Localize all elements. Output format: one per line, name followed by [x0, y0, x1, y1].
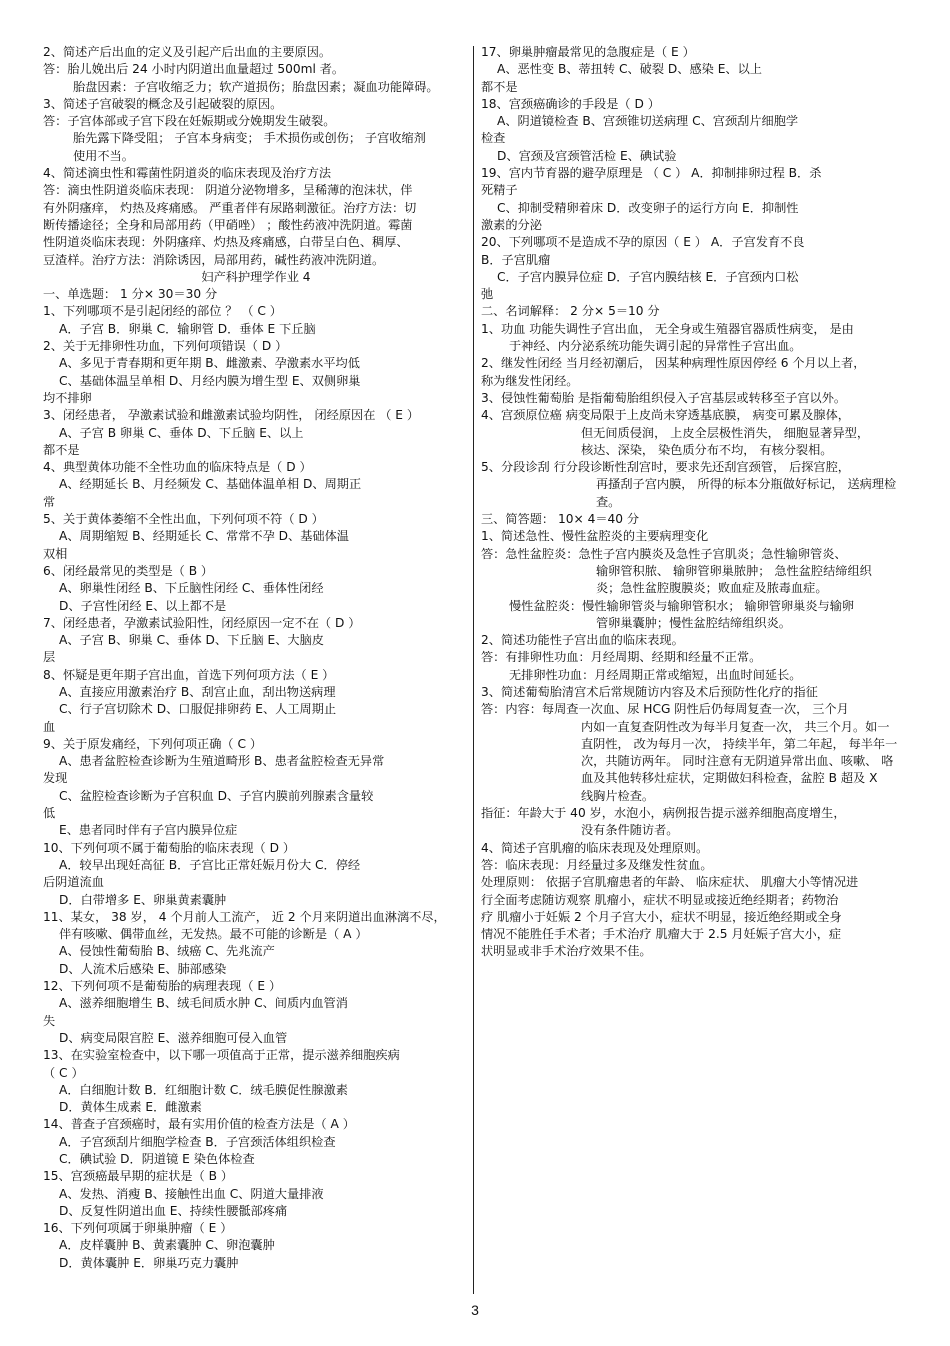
text-line: 常 [43, 494, 56, 509]
text-line: A、卵巢性闭经 B、下丘脑性闭经 C、垂体性闭经 [59, 581, 324, 596]
text-line: A、直接应用激素治疗 B、刮宫止血，刮出物送病理 [59, 684, 336, 699]
text-line: 血 [43, 719, 56, 734]
text-line: 查。 [596, 494, 621, 509]
text-line: 1、下列哪项不是引起闭经的部位 ？ （ C ） [43, 304, 282, 319]
text-line: 没有条件随访者。 [581, 823, 679, 838]
text-line: A．较早出现妊高征 B．子宫比正常妊娠月份大 C．停经 [59, 857, 361, 872]
text-line: 1、功血 功能失调性子宫出血， 无全身或生殖器官器质性病变， 是由 [481, 321, 854, 336]
text-line: D．黄体囊肿 E．卵巢巧克力囊肿 [59, 1255, 239, 1270]
text-line: 答：内容：每周查一次血、尿 HCG 阴性后仍每周复查一次， 三个月 [481, 702, 849, 717]
text-line: 发现 [43, 771, 68, 786]
text-line: 使用不当。 [73, 148, 134, 163]
text-line: 4、简述滴虫性和霉菌性阴道炎的临床表现及治疗方法 [43, 166, 332, 181]
text-line: 18、宫颈癌确诊的手段是（ D ） [481, 96, 660, 111]
text-line: A、患者盆腔检查诊断为生殖道畸形 B、患者盆腔检查无异常 [59, 754, 385, 769]
text-line: 17、卵巢肿瘤最常见的急腹症是（ E ） [481, 45, 695, 59]
text-line: C．子宫内膜异位症 D．子宫内膜结核 E．子宫颈内口松 [497, 269, 799, 284]
text-line: D、宫颈及宫颈管活检 E、碘试验 [497, 148, 677, 163]
text-line: B．子宫肌瘤 [481, 252, 551, 267]
text-line: A．子宫颈刮片细胞学检查 B．子宫颈活体组织检查 [59, 1134, 336, 1149]
text-line: 2、继发性闭经 当月经初潮后， 因某种病理性原因停经 6 个月以上者， [481, 356, 866, 371]
text-line: 管卵巢囊肿；慢性盆腔结缔组织炎。 [596, 615, 791, 630]
text-line: 胎先露下降受阻； 子宫本身病变； 手术损伤或创伤； 子宫收缩剂 [73, 131, 426, 146]
text-line: 核达、深染， 染色质分布不均， 有核分裂相。 [581, 442, 833, 457]
text-line: C、行子宫切除术 D、口服促排卵药 E、人工周期止 [59, 702, 337, 717]
text-line: 胎盘因素：子宫收缩乏力；软产道损伤；胎盘因素；凝血功能障碍。 [73, 79, 439, 94]
right-column [481, 44, 909, 961]
text-line: C．碘试验 D．阴道镜 E 染色体检查 [59, 1152, 255, 1166]
text-line: D．黄体生成素 E．雌激素 [59, 1100, 202, 1115]
text-line: 14、普查子宫颈癌时，最有实用价值的检查方法是（ A ） [43, 1117, 355, 1132]
text-line: A、滋养细胞增生 B、绒毛间质水肿 C、间质内血管消 [59, 996, 348, 1011]
text-line: 都不是 [481, 79, 518, 94]
text-line: 10、下列何项不属于葡萄胎的临床表现（ D ） [43, 840, 296, 855]
text-line: 激素的分泌 [481, 217, 542, 232]
text-line: 2、关于无排卵性功血，下列何项错误（ D ） [43, 339, 288, 354]
text-line: 2、简述产后出血的定义及引起产后出血的主要原因。 [43, 45, 332, 59]
text-line: 一、单选题： 1 分× 30＝30 分 [43, 287, 218, 302]
text-line: A．白细胞计数 B．红细胞计数 C．绒毛膜促性腺激素 [59, 1082, 348, 1097]
text-line: 伴有咳嗽、偶带血丝，无发热。最不可能的诊断是（ A ） [59, 927, 368, 942]
text-line: D、病变局限宫腔 E、滋养细胞可侵入血管 [59, 1030, 288, 1045]
text-line: 19、宫内节育器的避孕原理是 （ C ） A．抑制排卵过程 B．杀 [481, 166, 822, 181]
page-number: 3 [471, 1302, 479, 1318]
text-line: 处理原则： 依据子宫肌瘤患者的年龄、 临床症状、 肌瘤大小等情况进 [481, 875, 859, 890]
text-line: 3、闭经患者， 孕激素试验和雌激素试验均阴性， 闭经原因在 （ E ） [43, 408, 420, 423]
text-line: 慢性盆腔炎：慢性输卵管炎与输卵管积水； 输卵管卵巢炎与输卵 [509, 598, 855, 613]
text-line: 无排卵性功血：月经周期正常或缩短，出血时间延长。 [509, 667, 802, 682]
text-line: 内如一直复查阴性改为每半月复查一次， 共三个月。如一 [581, 719, 890, 734]
text-line: 双相 [43, 546, 68, 561]
text-line: 8、怀疑是更年期子宫出血，首选下列何项方法（ E ） [43, 667, 335, 682]
text-line: 炎；急性盆腔腹膜炎；败血症及脓毒血症。 [596, 581, 828, 596]
text-line: A、侵蚀性葡萄胎 B、绒癌 C、先兆流产 [59, 944, 275, 959]
text-line: 答：有排卵性功血：月经周期、经期和经量不正常。 [481, 650, 762, 665]
text-line: A．子宫 B．卵巢 C．输卵管 D．垂体 E 下丘脑 [59, 321, 316, 336]
text-line: 检查 [481, 131, 506, 146]
text-line: C、基础体温呈单相 D、月经内膜为增生型 E、双侧卵巢 [59, 373, 361, 388]
text-line: 再搔刮子宫内膜， 所得的标本分瓶做好标记， 送病理检 [596, 477, 897, 492]
text-line: 7、闭经患者，孕激素试验阳性，闭经原因一定不在（ D ） [43, 615, 361, 630]
text-line: 血及其他转移灶症状，定期做妇科检查，盆腔 B 超及 X [581, 771, 878, 786]
text-line: 答：滴虫性阴道炎临床表现： 阴道分泌物增多，呈稀薄的泡沫状，伴 [43, 183, 413, 198]
text-line: 次，共随访两年。 同时注意有无阴道异常出血、咳嗽、 咯 [581, 754, 894, 769]
text-line: 直阴性， 改为每月一次， 持续半年，第二年起， 每半年一 [581, 736, 898, 751]
text-line: 于神经、内分泌系统功能失调引起的异常性子宫出血。 [509, 339, 802, 354]
text-line: 行全面考虑随访观察 肌瘤小，症状不明显或接近绝经期者；药物治 [481, 892, 839, 907]
text-line: 答：急性盆腔炎：急性子宫内膜炎及急性子宫肌炎；急性输卵管炎、 [481, 546, 847, 561]
text-line: 线胸片检查。 [581, 788, 655, 803]
text-line: A、多见于青春期和更年期 B、雌激素、孕激素水平均低 [59, 356, 360, 371]
text-line: 9、关于原发痛经，下列何项正确（ C ） [43, 736, 263, 751]
text-line: 疗 肌瘤小于妊娠 2 个月子宫大小，症状不明显，接近绝经期或全身 [481, 909, 842, 924]
text-line: 答：胎儿娩出后 24 小时内阴道出血量超过 500ml 者。 [43, 62, 345, 77]
text-line: 5、关于黄体萎缩不全性出血，下列何项不符（ D ） [43, 512, 324, 527]
text-line: 12、下列何项不是葡萄胎的病理表现（ E ） [43, 979, 282, 994]
text-line: 但无间质侵润， 上皮全层极性消失， 细胞显著异型， [581, 425, 870, 440]
text-line: 16、下列何项属于卵巢肿瘤（ E ） [43, 1221, 233, 1236]
text-line: 有外阴瘙痒， 灼热及疼痛感。 严重者伴有尿路刺激征。治疗方法：切 [43, 200, 417, 215]
text-line: 20、下列哪项不是造成不孕的原因（ E ） A．子宫发育不良 [481, 235, 805, 250]
text-line: A、周期缩短 B、经期延长 C、常常不孕 D、基础体温 [59, 529, 349, 544]
column-divider [473, 46, 474, 1294]
text-line: 答：临床表现：月经量过多及继发性贫血。 [481, 857, 713, 872]
text-line: C、盆腔检查诊断为子宫积血 D、子宫内膜前列腺素含量较 [59, 788, 374, 803]
text-line: 后阴道流血 [43, 875, 104, 890]
text-line: 称为继发性闭经。 [481, 373, 579, 388]
text-line: 妇产科护理学作业 4 [201, 269, 311, 284]
text-line: 断传播途径；全身和局部用药（甲硝唑） ；酸性药液冲洗阴道。霉菌 [43, 217, 413, 232]
text-line: D、人流术后感染 E、肺部感染 [59, 961, 227, 976]
text-line: 15、宫颈癌最早期的症状是（ B ） [43, 1169, 234, 1184]
text-line: A、子宫 B 卵巢 C、垂体 D、下丘脑 E、以上 [59, 425, 304, 440]
text-line: A、恶性变 B、蒂扭转 C、破裂 D、感染 E、以上 [497, 62, 762, 77]
text-line: D、反复性阴道出血 E、持续性腰骶部疼痛 [59, 1203, 288, 1218]
text-line: A、经期延长 B、月经频发 C、基础体温单相 D、周期正 [59, 477, 362, 492]
text-line: 4、简述子宫肌瘤的临床表现及处理原则。 [481, 840, 709, 855]
text-line: C、抑制受精卵着床 D．改变卵子的运行方向 E．抑制性 [497, 200, 799, 215]
text-line: （ C ） [43, 1065, 84, 1080]
text-line: 输卵管积脓、 输卵管卵巢脓肿； 急性盆腔结缔组织 [596, 563, 872, 578]
text-line: 情况不能胜任手术者；手术治疗 肌瘤大于 2.5 月妊娠子宫大小，症 [481, 927, 842, 942]
text-line: 死精子 [481, 183, 518, 198]
text-line: A、发热、消瘦 B、接触性出血 C、阴道大量排液 [59, 1186, 324, 1201]
text-line: D．白带增多 E、卵巢黄素囊肿 [59, 892, 227, 907]
text-line: 指征：年龄大于 40 岁，水泡小，病例报告提示滋养细胞高度增生， [481, 806, 846, 821]
left-column [43, 44, 469, 1272]
text-line: 4、宫颈原位癌 病变局限于上皮尚未穿透基底膜， 病变可累及腺体， [481, 408, 850, 423]
text-line: E、患者同时伴有子宫内膜异位症 [59, 823, 238, 838]
text-line: 3、侵蚀性葡萄胎 是指葡萄胎组织侵入子宫基层或转移至子宫以外。 [481, 390, 847, 405]
text-line: 13、在实验室检查中，以下哪一项值高于正常，提示滋养细胞疾病 [43, 1048, 400, 1063]
text-line: 性阴道炎临床表现：外阴瘙痒、灼热及疼痛感，白带呈白色、稠厚、 [43, 235, 409, 250]
text-line: 状明显或非手术治疗效果不佳。 [481, 944, 652, 959]
text-line: 2、简述功能性子宫出血的临床表现。 [481, 633, 684, 648]
text-line: 6、闭经最常见的类型是（ B ） [43, 563, 214, 578]
text-line: 4、典型黄体功能不全性功血的临床特点是（ D ） [43, 460, 312, 475]
text-line: 失 [43, 1013, 56, 1028]
text-line: A、子宫 B、卵巢 C、垂体 D、下丘脑 E、大脑皮 [59, 633, 324, 648]
text-line: 弛 [481, 287, 494, 302]
text-line: 层 [43, 650, 56, 665]
text-line: D、子宫性闭经 E、以上都不是 [59, 598, 227, 613]
text-line: 低 [43, 806, 56, 821]
text-line: 5、分段诊刮 行分段诊断性刮宫时，要求先还刮宫颈管， 后探宫腔， [481, 460, 850, 475]
text-line: 豆渣样。治疗方法：消除诱因，局部用药，碱性药液冲洗阴道。 [43, 252, 385, 267]
text-line: A、阴道镜检查 B、宫颈锥切送病理 C、宫颈刮片细胞学 [497, 114, 799, 129]
text-line: 1、简述急性、慢性盆腔炎的主要病理变化 [481, 529, 709, 544]
text-line: A．皮样囊肿 B、黄素囊肿 C、卵泡囊肿 [59, 1238, 275, 1253]
text-line: 3、简述葡萄胎清宫术后常规随访内容及术后预防性化疗的指征 [481, 684, 818, 699]
text-line: 均不排卵 [43, 390, 92, 405]
text-line: 答：子宫体部或子宫下段在妊娠期或分娩期发生破裂。 [43, 114, 336, 129]
text-line: 三、简答题： 10× 4＝40 分 [481, 512, 640, 527]
text-line: 二、名词解释： 2 分× 5＝10 分 [481, 304, 660, 319]
text-line: 3、简述子宫破裂的概念及引起破裂的原因。 [43, 96, 283, 111]
text-line: 都不是 [43, 442, 80, 457]
text-line: 11、某女， 38 岁， 4 个月前人工流产， 近 2 个月来阴道出血淋漓不尽， [43, 909, 446, 924]
